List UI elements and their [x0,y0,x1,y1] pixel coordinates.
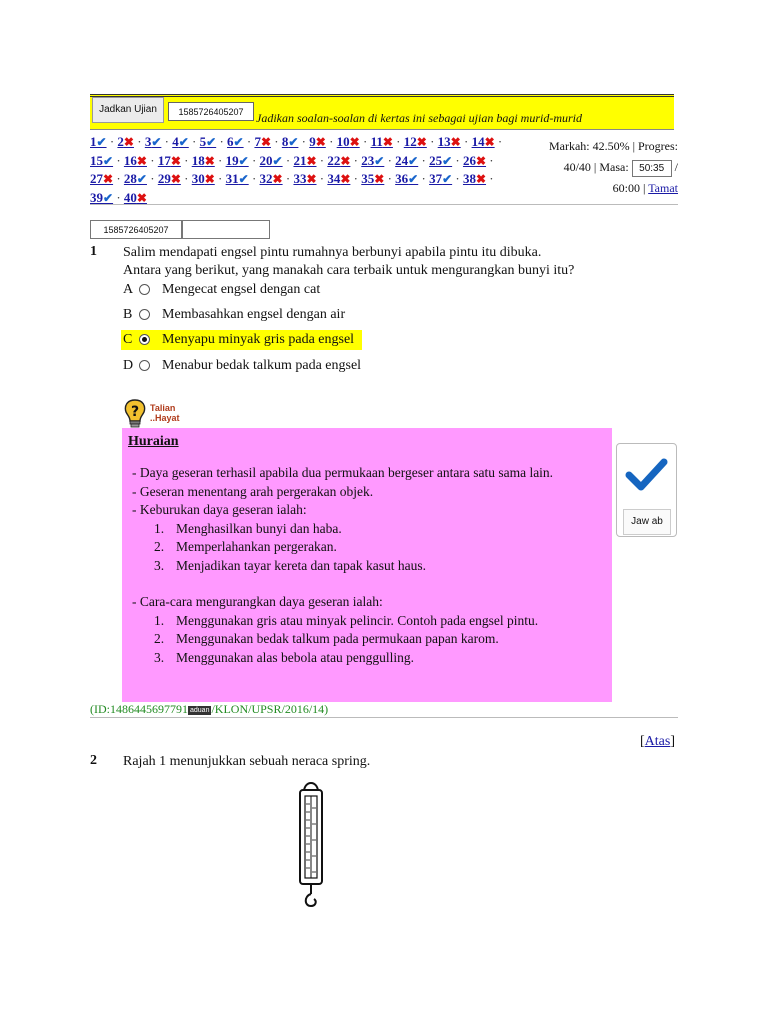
question-link-number: 34 [327,171,341,186]
separator: · [460,134,472,149]
check-icon: ✔ [103,153,114,168]
option-text: Menabur bedak talkum pada engsel [162,358,362,373]
question-link-6[interactable] [227,134,244,149]
separator: · [486,152,494,168]
separator: · [180,171,192,186]
question-link-number: 21 [293,152,307,168]
separator: · [146,152,158,168]
separator: · [243,134,255,149]
separator: · [384,152,396,168]
cross-icon: ✖ [103,172,114,186]
question-link-number: 30 [191,171,205,186]
list-text: Memperlahankan pergerakan. [176,539,337,554]
question-link-number: 38 [462,171,476,186]
question-link-2[interactable] [117,134,134,149]
cross-icon: ✖ [475,172,487,186]
question-link-number: 11 [370,134,383,149]
status-panel [540,136,678,199]
logo-line-1: Talian [150,403,176,413]
source-prefix: (ID:1486445697791 [90,702,188,716]
check-icon: ✔ [233,135,244,149]
option-c-selected[interactable] [121,330,362,350]
question-link-37[interactable] [429,171,452,186]
question-link-28[interactable] [124,171,147,186]
question-link-number: 26 [462,152,476,168]
option-letter: C [123,332,133,347]
cross-icon: ✖ [260,135,271,149]
separator: · [486,171,494,186]
question-link-38[interactable] [463,171,486,186]
question-grid-row [90,170,535,189]
question-link-17[interactable] [158,153,181,168]
question-text [123,244,663,280]
question-link-19[interactable] [226,153,249,168]
question-link-number: 37 [429,171,443,186]
cross-icon: ✖ [340,172,351,186]
question-link-22[interactable] [327,153,350,168]
question-link-number: 14 [471,134,485,149]
question-link-number: 8 [281,134,289,149]
check-icon: ✔ [408,153,419,168]
bracket-close: ] [670,734,676,749]
separator: · [282,152,294,168]
list-number: 1. [154,612,165,628]
exam-code-field[interactable]: 1585726405207 [168,102,254,121]
time-total: 60:00 | [612,181,646,195]
question-link-10[interactable] [337,134,360,149]
question-grid-row [90,152,535,171]
question-link-29[interactable] [158,171,181,186]
separator: · [452,171,463,186]
aduan-button[interactable]: aduan [190,706,210,714]
question-link-number: 19 [225,152,239,168]
question-link-number: 13 [437,134,451,149]
cross-icon: ✖ [272,172,283,186]
option-letter: A [123,282,134,297]
separator: · [188,134,200,149]
check-icon: ✔ [238,172,249,186]
list-text: Menggunakan alas bebola atau penggulling. [176,649,415,665]
question-link-20[interactable] [260,153,283,168]
cross-icon: ✖ [136,153,147,168]
question-link-number: 9 [309,134,316,149]
question-link-9[interactable] [309,134,326,149]
question-link-21[interactable] [293,153,316,168]
cross-icon: ✖ [340,153,351,168]
question-link-15[interactable] [90,153,113,168]
jadikan-ujian-button[interactable]: Jadkan Ujian [92,97,164,123]
progress-value: 40/40 | Masa: [563,160,629,174]
separator: · [298,134,310,149]
list-number: 1. [154,520,165,536]
question-id-field[interactable]: 1585726405207 [90,220,182,239]
talian-hayat-label [150,403,180,423]
question-link-number: 17 [157,152,171,168]
question-link-34[interactable] [327,171,350,186]
source-suffix: /KLON/UPSR/2016/14) [211,702,329,716]
checkmark-icon [617,444,676,504]
question-link-number: 5 [199,134,207,149]
separator: · [426,134,438,149]
check-icon: ✔ [374,153,385,168]
huraian-line: - Cara-cara mengurangkan daya geseran ialah: [132,594,383,609]
check-icon: ✔ [288,135,299,149]
question-link-number: 4 [172,134,179,149]
question-link-number: 10 [336,134,350,149]
cross-icon: ✖ [306,153,317,168]
check-icon: ✔ [238,153,249,168]
question-link-number: 24 [395,152,409,168]
check-icon: ✔ [103,190,114,205]
check-icon: ✔ [442,153,453,168]
cross-icon: ✖ [170,153,181,168]
separator: · [113,189,124,205]
question-link-4[interactable] [172,134,189,149]
question-link-7[interactable] [254,134,271,149]
huraian-list-item [128,612,606,631]
radio-option-b[interactable] [139,309,150,320]
question-link-1[interactable] [90,134,107,149]
list-number: 3. [154,649,165,665]
question-link-40[interactable] [124,190,147,205]
question-grid-row [90,133,535,152]
huraian-line: - Daya geseran terhasil apabila dua permukaan bergeser antara satu sama lain. [132,465,554,480]
question-link-number: 23 [361,152,375,168]
cross-icon: ✖ [382,135,393,149]
separator: · [316,171,328,186]
cross-icon: ✖ [484,135,495,149]
check-icon: ✔ [136,172,147,186]
option-d[interactable] [123,356,361,376]
separator: · [214,171,226,186]
check-icon: ✔ [206,135,217,149]
atas-link[interactable]: Atas [644,734,671,749]
option-a[interactable] [123,280,320,300]
question-source-id [90,702,328,717]
question-link-number: 1 [90,134,97,149]
question-link-27[interactable] [90,171,113,186]
question-link-33[interactable] [293,171,316,186]
huraian-line: - Geseran menentang arah pergerakan objek. [132,483,374,499]
question-link-13[interactable] [438,134,461,149]
check-icon: ✔ [96,135,107,149]
question-link-number: 18 [191,152,205,168]
question-link-8[interactable] [282,134,299,149]
question-link-number: 25 [429,152,443,168]
question-link-number: 16 [123,152,137,168]
huraian-list-item [128,649,606,668]
separator: · [113,152,124,168]
question-link-number: 40 [123,189,137,205]
question-link-18[interactable] [192,153,215,168]
separator: · [494,134,503,149]
question-link-31[interactable] [226,171,249,186]
separator: · [316,152,328,168]
question-link-14[interactable] [472,134,495,149]
separator: · [248,171,260,186]
huraian-title: Huraian [128,434,179,449]
question-link-25[interactable] [429,153,452,168]
timer-display: 50:35 [632,160,672,177]
list-text: Menggunakan gris atau minyak pelincir. Contoh pada engsel pintu. [176,612,539,628]
question-link-36[interactable] [395,171,418,186]
cross-icon: ✖ [315,135,326,149]
option-text: Menyapu minyak gris pada engsel [162,332,355,347]
question-link-number: 2 [117,134,124,149]
option-text: Mengecat engsel dengan cat [162,282,321,297]
question-line-2: Antara yang berikut, yang manakah cara terbaik untuk mengurangkan bunyi itu? [123,263,575,278]
question-link-35[interactable] [361,171,384,186]
tamat-link[interactable]: Tamat [648,181,678,195]
question-line-1: Salim mendapati engsel pintu rumahnya berbunyi apabila pintu itu dibuka. [123,245,542,260]
question-link-11[interactable] [371,134,393,149]
question-link-24[interactable] [395,153,418,168]
question-link-number: 6 [227,134,234,149]
huraian-line: - Keburukan daya geseran ialah: [132,502,307,517]
question-link-number: 28 [123,171,137,186]
question-2-text: Rajah 1 menunjukkan sebuah neraca spring. [123,754,371,769]
separator: · [350,171,362,186]
question-link-number: 31 [225,171,239,186]
question-grid [90,133,535,207]
separator: · [113,171,124,186]
logo-line-2: ..Hayat [150,413,180,423]
question-link-number: 3 [144,134,152,149]
question-link-number: 22 [327,152,341,168]
separator: · [418,152,430,168]
huraian-list-item [128,520,606,539]
separator: · [146,171,158,186]
huraian-list-item [128,557,606,576]
divider [90,204,678,205]
cross-icon: ✖ [306,172,317,186]
question-link-26[interactable] [463,153,486,168]
radio-option-c[interactable] [139,334,150,345]
question-link-number: 32 [259,171,273,186]
question-2-number: 2 [90,753,97,768]
option-text: Membasahkan engsel dengan air [162,307,346,322]
question-link-number: 20 [259,152,273,168]
radio-option-d[interactable] [139,360,150,371]
check-icon: ✔ [408,172,419,186]
list-text: Menghasilkan bunyi dan haba. [176,520,342,536]
separator: · [384,171,396,186]
separator: · [452,152,463,168]
score-progress-label: Markah: 42.50% | Progres: [548,139,678,153]
radio-option-a[interactable] [139,284,150,295]
question-link-39[interactable] [90,190,113,205]
option-letter: D [123,358,134,373]
separator: · [418,171,430,186]
question-link-3[interactable] [145,134,162,149]
jawab-label[interactable]: Jaw ab [623,509,671,535]
separator: · [325,134,337,149]
question-link-16[interactable] [124,153,147,168]
atas-nav [640,734,675,750]
separator: · [282,171,294,186]
option-b[interactable] [123,305,345,325]
svg-text:?: ? [130,404,140,420]
cross-icon: ✖ [136,190,147,205]
separator: · [106,134,118,149]
cross-icon: ✖ [416,135,427,149]
separator: · [180,152,192,168]
question-link-number: 29 [157,171,171,186]
separator: · [271,134,282,149]
cross-icon: ✖ [450,135,461,149]
question-link-number: 15 [90,152,103,168]
toolbar-instruction: Jadikan soalan-soalan di kertas ini sebagai ujian bagi murid-murid [256,111,582,125]
separator: · [392,134,404,149]
list-text: Menggunakan bedak talkum pada permukaan papan karom. [176,631,499,646]
separator: · [359,134,371,149]
huraian-list-item [128,538,606,557]
huraian-panel [122,428,612,702]
question-link-5[interactable] [200,134,217,149]
separator: · [248,152,260,168]
check-icon: ✔ [272,153,283,168]
cross-icon: ✖ [204,153,215,168]
question-link-number: 35 [361,171,375,186]
bracket-open: [ [640,734,645,749]
option-letter: B [123,307,133,322]
separator: · [161,134,173,149]
cross-icon: ✖ [374,172,385,186]
question-link-12[interactable] [404,134,427,149]
separator: · [133,134,145,149]
cross-icon: ✖ [475,153,487,168]
question-id-extra-field[interactable] [182,220,270,239]
cross-icon: ✖ [204,172,215,186]
question-number: 1 [90,244,97,259]
check-icon: ✔ [178,135,189,149]
timer-slash: / [674,160,678,174]
separator: · [214,152,226,168]
question-link-number: 36 [395,171,409,186]
list-number: 3. [154,557,165,573]
question-link-number: 12 [403,134,417,149]
question-link-30[interactable] [192,171,215,186]
separator: · [216,134,228,149]
list-number: 2. [154,539,165,554]
separator: · [350,152,362,168]
question-link-number: 7 [254,134,261,149]
question-link-number: 27 [90,171,103,186]
list-text: Menjadikan tayar kereta dan tapak kasut haus. [176,557,427,573]
question-link-32[interactable] [260,171,283,186]
question-link-23[interactable] [361,153,384,168]
question-link-number: 33 [293,171,307,186]
divider [90,717,678,718]
cross-icon: ✖ [170,172,181,186]
huraian-list-item [128,630,606,649]
question-link-number: 39 [90,189,103,205]
cross-icon: ✖ [349,135,360,149]
cross-icon: ✖ [123,135,134,149]
spring-balance-figure-icon [296,778,326,912]
list-number: 2. [154,631,165,646]
check-icon: ✔ [151,135,162,149]
check-icon: ✔ [442,172,453,186]
